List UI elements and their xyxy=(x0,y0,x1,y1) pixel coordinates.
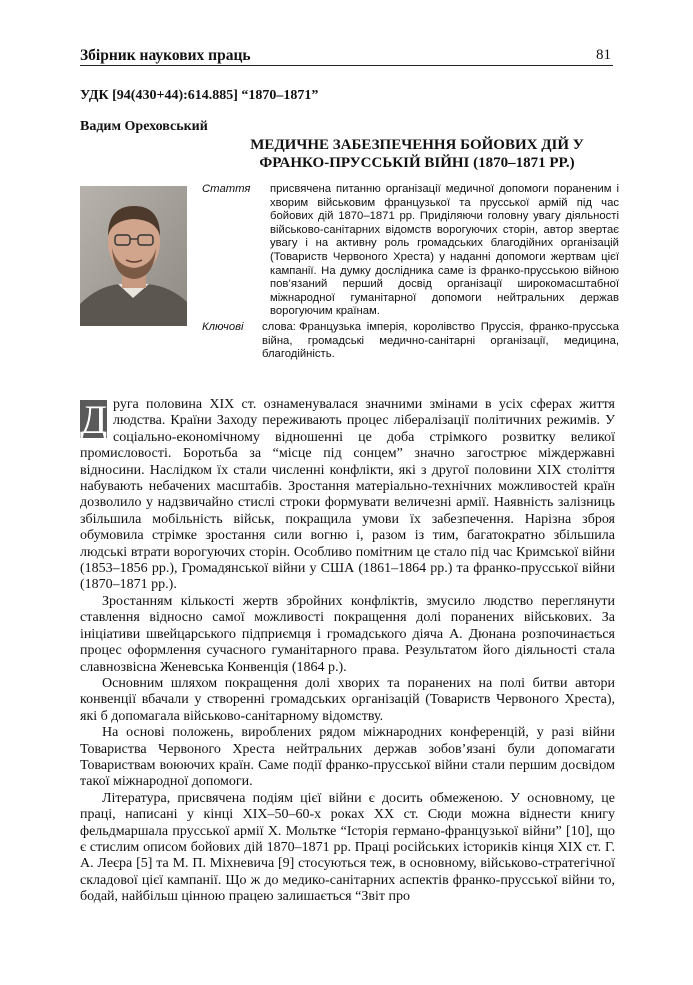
drop-cap: Д xyxy=(80,397,108,442)
abstract-label: Стаття xyxy=(202,183,251,195)
keywords-row xyxy=(202,321,619,362)
author-photo xyxy=(80,186,187,326)
article-title xyxy=(215,136,619,172)
running-header xyxy=(80,47,613,66)
paragraph-1 xyxy=(80,397,615,594)
keywords-text: Французька імперія, королівство Пруссія, франко-прусська війна, громадські медично-санітарні організації, медицина, благодійність. xyxy=(262,320,619,361)
abstract-block xyxy=(202,183,619,362)
page-number: 81 xyxy=(596,47,611,63)
keywords-text-wrap xyxy=(262,321,619,362)
article-body xyxy=(80,397,615,906)
udc-code: УДК [94(430+44):614.885] “1870–1871” xyxy=(80,88,319,103)
keywords-label: Ключові xyxy=(202,320,244,333)
journal-title: Збірник наукових праць xyxy=(80,47,251,64)
paragraph-3: Основним шляхом покращення долі хворих та поранених на полі битви автори конвенції вбачали у створенні громадських організацій (Товариств Червоного Хреста), які б допомагала військово-санітарному відомству. xyxy=(80,675,615,724)
author-name: Вадим Ореховський xyxy=(80,119,208,134)
title-line-2: ФРАНКО-ПРУССЬКІЙ ВІЙНІ (1870–1871 РР.) xyxy=(259,155,575,171)
keywords-label-2: слова: xyxy=(262,320,296,333)
paragraph-4: На основі положень, вироблених рядом міжнародних конференцій, у разі війни Товариства Червоного Хреста нейтральних держав зобов’язані були допомагати Товариствам воюючих країн. Саме події франко-прусської війни стали першим досвідом такої міжнародної допомоги. xyxy=(80,725,615,790)
abstract-row xyxy=(202,183,619,319)
title-line-1: МЕДИЧНЕ ЗАБЕЗПЕЧЕННЯ БОЙОВИХ ДІЙ У xyxy=(250,137,584,153)
paragraph-2: Зростанням кількості жертв збройних конфліктів, змусило людство переглянути ставлення відносно самої можливості покращення долі поранених військових. За ініціативи швейцарського підприємця і громадського діяча А. Дюнана розпочинається процес оформлення сучасного гуманітарного права. Результатом його діяльності стала славнозвісна Женевська Конвенція (1864 р.). xyxy=(80,593,615,675)
abstract-text: присвячена питанню організації медичної допомоги пораненим і хворим військовим французької та прусської армій під час бойових дій 1870–1871 рр. Приділяючи головну увагу діяльності військово-санітарних відомств ворогуючих сторін, автор звертає увагу і на активну роль громадських благодійних організацій (Товариств Червоного Хреста) у наданні допомоги жертвам цієї кампанії. На думку дослідника саме із франко-прусською війною пов’язаний перший досвід організації широкомасштабної міжнародної гуманітарної допомоги нейтральних держав ворогуючим країнам. xyxy=(270,183,619,318)
paragraph-5: Література, присвячена подіям цієї війни є досить обмеженою. У основному, це праці, написані у кінці XIX–50–60-х роках XX ст. Сюди можна віднести книгу фельдмаршала прусської армії Х. Мольтке “Історія германо-французької війни” [10], що є стислим описом бойових дій 1870–1871 рр. Праці російських істориків кінця XIX ст. Г. А. Леєра [5] та М. П. Міхневича [9] стосуються теж, в основному, військово-стратегічної складової цієї кампанії. Що ж до медико-санітарних аспектів франко-прусської війни то, бодай, найбільш цінною працею залишається “Звіт про xyxy=(80,790,615,905)
paragraph-1-text: руга половина XIX ст. ознаменувалася значними змінами в усіх сферах життя людства. Країни Заходу переживають процес лібералізації політичних режимів. У соціально-економічному відношенні це доба стрімкого розвитку великої промисловості. Боротьба за “місце під сонцем” значно загострює міждержавні відносини. Наслідком їх стали численні конфлікти, які з другої половини XIX століття набувають небачених масштабів. Зростання матеріально-технічних можливостей країн дозволило у надзвичайно стислі строки формувати величезні армії. Наявність залізниць збільшила мобільність військ, покращила умови їх забезпечення. Нарізна зброя обумовила стрімке зростання сили вогню і, разом із тим, багатократно збільшила людські втрати ворогуючих сторін. Особливо помітним це стало під час Кримської війни (1853–1856 рр.), Громадянської війни у США (1861–1864 рр.) та франко-прусської війни (1870–1871 рр.). xyxy=(80,397,615,593)
